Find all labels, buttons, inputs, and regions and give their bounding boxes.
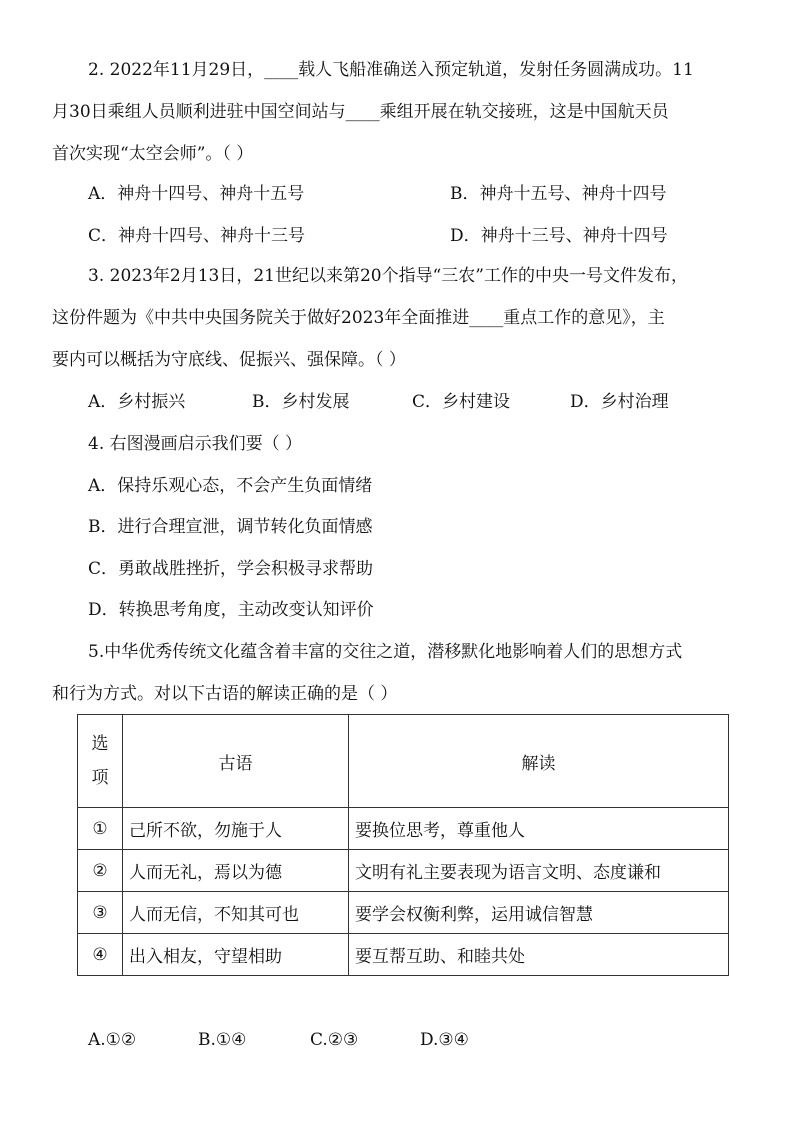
q2-option-c: C．神舟十四号、神舟十三号 bbox=[88, 226, 306, 246]
header-option-char-1: 选 bbox=[91, 734, 109, 754]
q4-option-a: A．保持乐观心态，不会产生负面情绪 bbox=[88, 476, 373, 496]
table-row bbox=[78, 934, 729, 976]
q3-stem-line-1: 3. 2023年2月13日，21世纪以来第20个指导“三农”工作的中央一号文件发布， bbox=[88, 266, 688, 286]
table-row bbox=[78, 808, 729, 850]
q4-option-b: B．进行合理宣泄，调节转化负面情感 bbox=[88, 517, 373, 537]
row-meaning: 要学会权衡利弊，运用诚信智慧 bbox=[349, 892, 729, 934]
q3-option-a: A．乡村振兴 bbox=[88, 392, 186, 412]
q5-option-c: C.②③ bbox=[310, 1030, 359, 1050]
q5-stem-line-1: 5.中华优秀传统文化蕴含着丰富的交往之道，潜移默化地影响着人们的思想方式 bbox=[88, 642, 683, 662]
q5-stem-line-2: 和行为方式。对以下古语的解读正确的是（ ） bbox=[52, 684, 398, 704]
header-option-char-2: 项 bbox=[91, 768, 109, 788]
q5-option-b: B.①④ bbox=[198, 1030, 247, 1050]
q2-option-b: B．神舟十五号、神舟十四号 bbox=[450, 184, 667, 204]
row-number: ① bbox=[78, 808, 123, 850]
q2-stem-line-3: 首次实现“太空会师”。（ ） bbox=[52, 144, 254, 164]
table-row bbox=[78, 850, 729, 892]
row-meaning: 要互帮互助、和睦共处 bbox=[349, 934, 729, 976]
q2-stem-line-1: 2. 2022年11月29日，____载人飞船准确送入预定轨道，发射任务圆满成功。11 bbox=[88, 60, 694, 80]
row-number: ② bbox=[78, 850, 123, 892]
q5-table bbox=[77, 714, 729, 976]
q4-stem: 4. 右图漫画启示我们要（ ） bbox=[88, 434, 303, 454]
q2-stem-line-2: 月30日乘组人员顺利进驻中国空间站与____乘组开展在轨交接班，这是中国航天员 bbox=[52, 102, 669, 122]
row-meaning: 文明有礼主要表现为语言文明、态度谦和 bbox=[349, 850, 729, 892]
row-saying: 人而无礼，焉以为德 bbox=[123, 850, 349, 892]
header-option bbox=[78, 715, 123, 808]
q3-stem-line-3: 要内可以概括为守底线、促振兴、强保障。（ ） bbox=[52, 350, 406, 370]
q5-option-a: A.①② bbox=[88, 1030, 137, 1050]
header-saying: 古语 bbox=[123, 715, 349, 808]
row-meaning: 要换位思考，尊重他人 bbox=[349, 808, 729, 850]
row-saying: 出入相友，守望相助 bbox=[123, 934, 349, 976]
row-saying: 己所不欲，勿施于人 bbox=[123, 808, 349, 850]
q5-table-header bbox=[78, 715, 729, 808]
row-number: ④ bbox=[78, 934, 123, 976]
row-number: ③ bbox=[78, 892, 123, 934]
q5-option-d: D.③④ bbox=[420, 1030, 469, 1050]
q4-option-d: D．转换思考角度，主动改变认知评价 bbox=[88, 600, 374, 620]
row-saying: 人而无信，不知其可也 bbox=[123, 892, 349, 934]
q2-option-d: D．神舟十三号、神舟十四号 bbox=[450, 226, 668, 246]
q2-option-a: A．神舟十四号、神舟十五号 bbox=[88, 184, 305, 204]
q3-option-d: D．乡村治理 bbox=[570, 392, 669, 412]
table-row bbox=[78, 892, 729, 934]
q4-option-c: C．勇敢战胜挫折，学会积极寻求帮助 bbox=[88, 559, 374, 579]
header-meaning: 解读 bbox=[349, 715, 729, 808]
q3-stem-line-2: 这份件题为《中共中央国务院关于做好2023年全面推进____重点工作的意见》，主 bbox=[52, 308, 665, 328]
q3-option-b: B．乡村发展 bbox=[252, 392, 350, 412]
q3-option-c: C．乡村建设 bbox=[412, 392, 511, 412]
